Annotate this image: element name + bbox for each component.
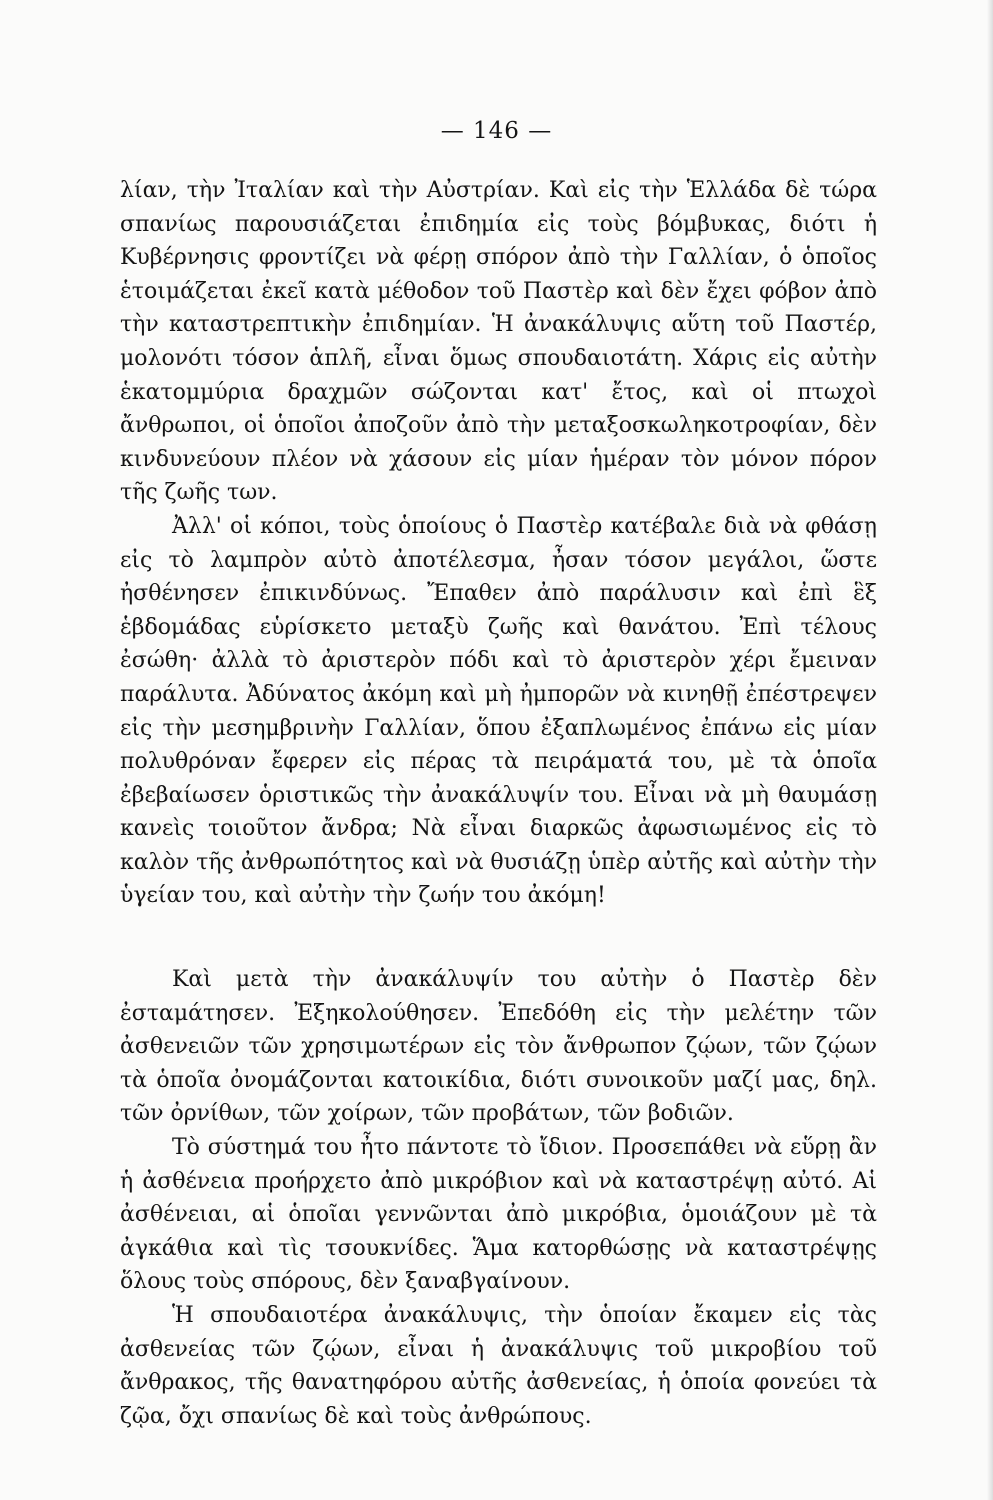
text-section-bottom (120, 963, 877, 1433)
paragraph-domestic-animals: Καὶ μετὰ τὴν ἀνακάλυψίν του αὐτὴν ὁ Παστὲρ δὲν ἐσταμάτησεν. Ἐξηκολούθησεν. Ἐπεδόθη εἰς τὴν μελέτην τῶν ἀσθενειῶν τῶν χρησιμωτέρων εἰς τὸν ἄνθρωπον ζῴων, τῶν ζῴων τὰ ὁποῖα ὀνομάζονται κατοικίδια, διότι συνοικοῦν μαζί μας, δηλ. τῶν ὀρνίθων, τῶν χοίρων, τῶν προβάτων, τῶν βοδιῶν. (120, 967, 877, 1127)
paragraph-continuation: λίαν, τὴν Ἰταλίαν καὶ τὴν Αὐστρίαν. Καὶ εἰς τὴν Ἑλλάδα δὲ τώρα σπανίως παρουσιάζεται ἐπιδημία εἰς τοὺς βόμβυκας, διότι ἡ Κυβέρνησις φροντίζει νὰ φέρῃ σπόρον ἀπὸ τὴν Γαλλίαν, ὁ ὁποῖος ἑτοιμάζεται ἐκεῖ κατὰ μέθοδον τοῦ Παστὲρ καὶ δὲν ἔχει φόβον ἀπὸ τὴν καταστρεπτικὴν ἐπιδημίαν. Ἡ ἀνακάλυψις αὕτη τοῦ Παστέρ, μολονότι τόσον ἁπλῆ, εἶναι ὅμως σπουδαιοτάτη. Χάρις εἰς αὐτὴν ἑκατομμύρια δραχμῶν σώζονται κατ' ἔτος, καὶ οἱ πτωχοὶ ἄνθρωποι, οἱ ὁποῖοι ἀποζοῦν ἀπὸ τὴν μεταξοσκωληκοτροφίαν, δὲν κινδυνεύουν πλέον νὰ χάσουν εἰς μίαν ἡμέραν τὸν μόνον πόρον τῆς ζωῆς των. (120, 178, 877, 506)
paragraph-method: Τὸ σύστημά του ἦτο πάντοτε τὸ ἴδιον. Προσεπάθει νὰ εὕρῃ ἂν ἡ ἀσθένεια προήρχετο ἀπὸ μικρόβιον καὶ νὰ καταστρέψῃ αὐτό. Αἱ ἀσθένειαι, αἱ ὁποῖαι γεννῶνται ἀπὸ μικρόβια, ὁμοιάζουν μὲ τὰ ἀγκάθια καὶ τὶς τσουκνίδες. Ἅμα κατορθώσῃς νὰ καταστρέψῃς ὅλους τοὺς σπόρους, δὲν ξαναβγαίνουν. (120, 1134, 877, 1295)
paragraph-anthrax: Ἡ σπουδαιοτέρα ἀνακάλυψις, τὴν ὁποίαν ἔκαμεν εἰς τὰς ἀσθενείας τῶν ζῴων, εἶναι ἡ ἀνακάλυψις τοῦ μικροβίου τοῦ ἄνθρακος, τῆς θανατηφόρου αὐτῆς ἀσθενείας, ἡ ὁποία φονεύει τὰ ζῷα, ὄχι σπανίως δὲ καὶ τοὺς ἀνθρώπους. (120, 1302, 877, 1429)
paragraph-pasteur-illness: Ἀλλ' οἱ κόποι, τοὺς ὁποίους ὁ Παστὲρ κατέβαλε διὰ νὰ φθάσῃ εἰς τὸ λαμπρὸν αὐτὸ ἀποτέλεσμα, ἦσαν τόσον μεγάλοι, ὥστε ἠσθένησεν ἐπικινδύνως. Ἔπαθεν ἀπὸ παράλυσιν καὶ ἐπὶ ἓξ ἑβδομάδας εὑρίσκετο μεταξὺ ζωῆς καὶ θανάτου. Ἐπὶ τέλους ἐσώθη· ἀλλὰ τὸ ἀριστερὸν πόδι καὶ τὸ ἀριστερὸν χέρι ἔμειναν παράλυτα. Ἀδύνατος ἀκόμη καὶ μὴ ἠμπορῶν νὰ κινηθῇ ἐπέστρεψεν εἰς τὴν μεσημβρινὴν Γαλλίαν, ὅπου ἐξαπλωμένος ἐπάνω εἰς μίαν πολυθρόναν ἔφερεν εἰς πέρας τὰ πειράματά του, μὲ τὰ ὁποῖα ἐβεβαίωσεν ὁριστικῶς τὴν ἀνακάλυψίν του. Εἶναι νὰ μὴ θαυμάσῃ κανεὶς τοιοῦτον ἄνδρα; Νὰ εἶναι διαρκῶς ἀφωσιωμένος εἰς τὸ καλὸν τῆς ἀνθρωπότητος καὶ νὰ θυσιάζῃ ὑπὲρ αὐτῆς καὶ αὐτὴν τὴν ὑγείαν του, καὶ αὐτὴν τὴν ζωήν του ἀκόμη! (120, 513, 877, 909)
page-number: — 146 — (440, 118, 553, 144)
text-section-top (120, 174, 877, 913)
page-edge-shadow (987, 0, 993, 1500)
